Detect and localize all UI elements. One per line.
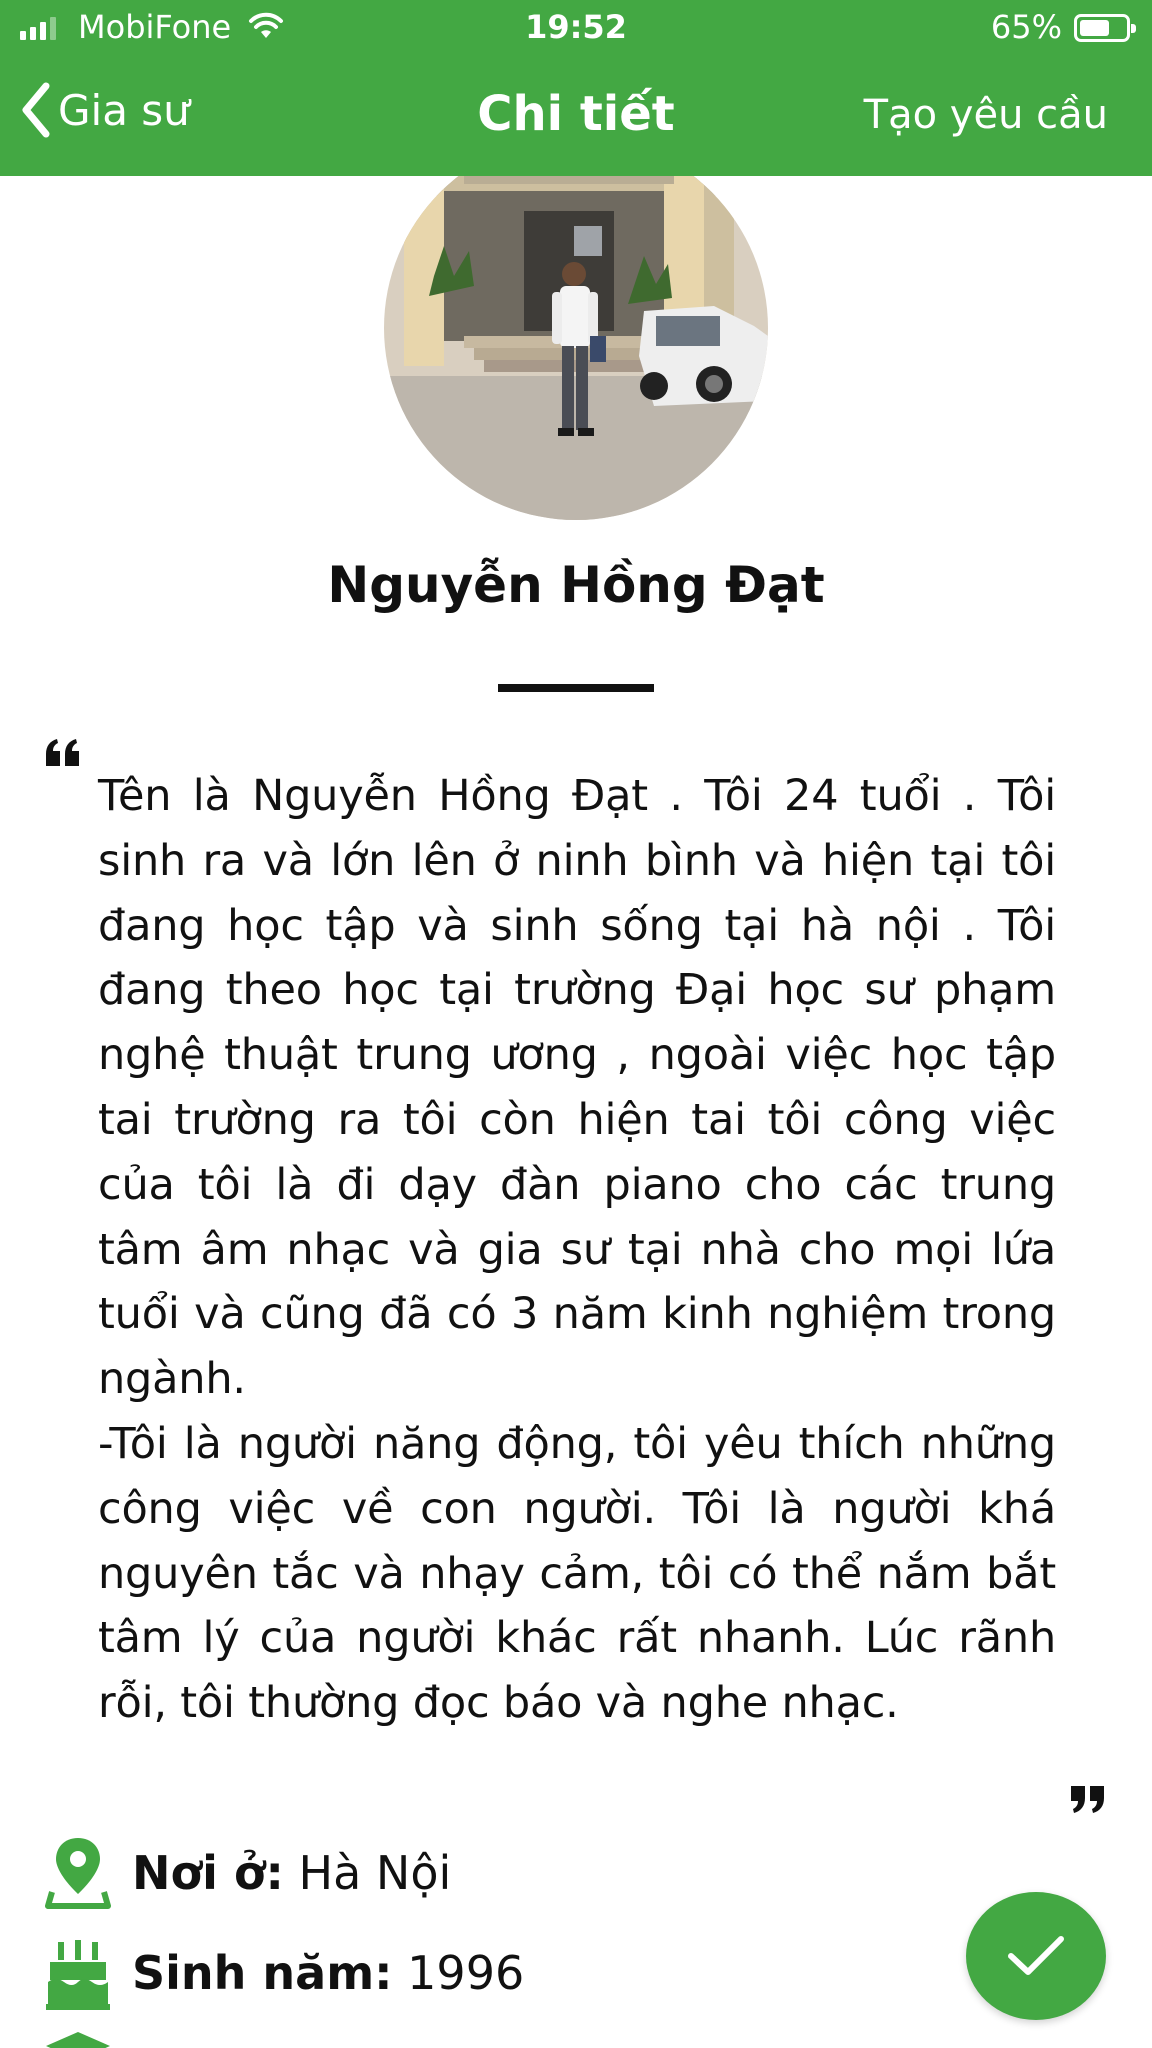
back-button-label: Gia sư	[58, 85, 190, 135]
quote-open-icon	[44, 738, 82, 768]
tutor-avatar	[384, 136, 768, 520]
chevron-left-icon	[20, 82, 50, 138]
bio-paragraph: Tên là Nguyễn Hồng Đạt . Tôi 24 tuổi . Tôi sinh ra và lớn lên ở ninh bình và hiện tại tôi đang học tập và sinh sống tại hà nội . Tôi đang theo học tại trường Đại học sư phạm nghệ thuật trung ương , ngoài việc học tập tai trường ra tôi còn hiện tai tôi công việc của tôi là đi dạy đàn piano cho các trung tâm âm nhạc và gia sư tại nhà cho mọi lứa tuổi và cũng đã có 3 năm kinh nghiệm trong ngành.	[98, 771, 1056, 1405]
quote-close-icon	[1068, 1784, 1106, 1814]
header	[0, 0, 1152, 176]
tutor-photo	[384, 136, 768, 520]
tutor-bio	[98, 764, 1056, 1736]
birthday-cake-icon	[44, 1936, 112, 2010]
checkmark-icon	[1006, 1934, 1066, 1978]
battery-percentage: 65%	[990, 8, 1062, 46]
carrier-name: MobiFone	[78, 8, 232, 46]
info-row-education	[44, 2030, 112, 2048]
bio-paragraph: -Tôi là người năng động, tôi yêu thích những công việc về con người. Tôi là người khá nguyên tắc và nhạy cảm, tôi có thể nắm bắt tâm lý của người khác rất nhanh. Lúc rãnh rỗi, tôi thường đọc báo và nghe nhạc.	[98, 1418, 1056, 1729]
info-value: 1996	[407, 1946, 525, 2000]
navigation-bar	[0, 58, 1152, 176]
create-request-button[interactable]: Tạo yêu cầu	[863, 92, 1108, 138]
back-button[interactable]	[20, 82, 190, 138]
info-label: Nơi ở:	[132, 1846, 284, 1900]
battery-icon	[1074, 14, 1130, 42]
tutor-name: Nguyễn Hồng Đạt	[327, 556, 825, 614]
location-pin-icon	[44, 1836, 112, 1910]
name-divider	[498, 684, 654, 692]
info-row-birth-year	[44, 1936, 524, 2010]
status-bar	[0, 0, 1152, 58]
page-title: Chi tiết	[477, 86, 675, 142]
graduation-cap-icon	[44, 2030, 112, 2048]
info-value: Hà Nội	[298, 1846, 452, 1900]
info-row-location	[44, 1836, 451, 1910]
confirm-fab-button[interactable]	[966, 1892, 1106, 2020]
info-label: Sinh năm:	[132, 1946, 393, 2000]
clock: 19:52	[525, 8, 627, 46]
